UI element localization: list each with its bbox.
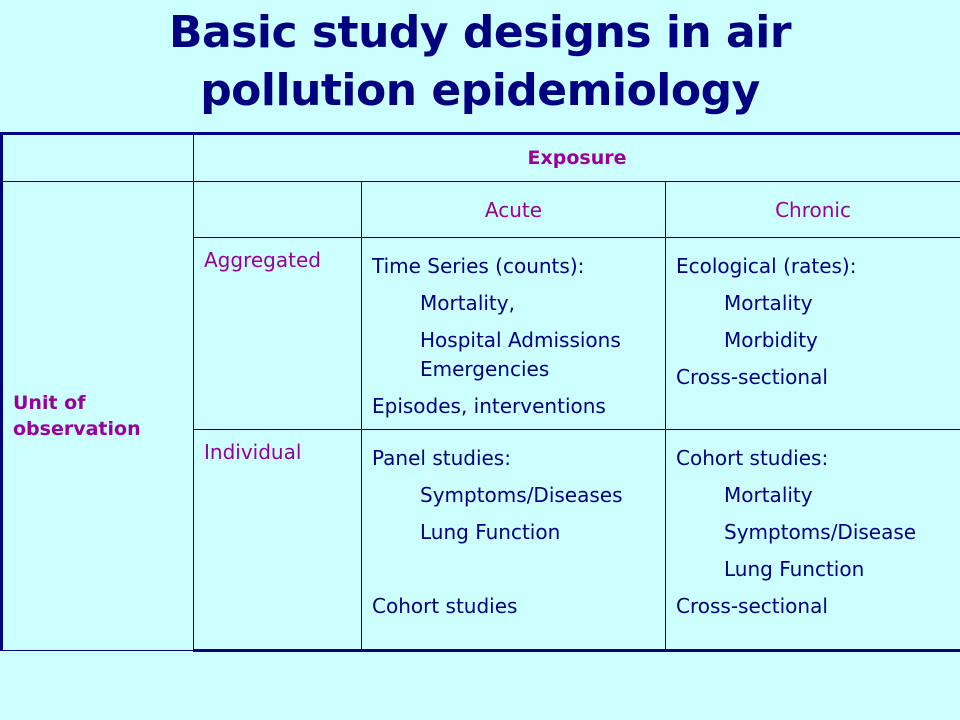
exposure-header: Exposure — [194, 134, 960, 182]
cell-item: Symptoms/Disease — [724, 520, 917, 544]
acute-header: Acute — [362, 182, 666, 238]
cell-footer: Episodes, interventions — [372, 394, 606, 418]
row-label-aggregated: Aggregated — [194, 238, 362, 430]
individual-chronic-cell — [666, 430, 960, 651]
cell-item: Mortality — [724, 483, 813, 507]
slide-title — [0, 4, 960, 120]
aggregated-acute-cell — [362, 238, 666, 430]
row-label-individual: Individual — [194, 430, 362, 651]
cell-item: Lung Function — [420, 520, 561, 544]
cell-heading: Time Series (counts): — [372, 254, 585, 278]
cell-item: Morbidity — [724, 328, 818, 352]
table-row-exposure — [2, 134, 960, 182]
chronic-header: Chronic — [666, 182, 960, 238]
cell-item: Hospital Admissions Emergencies — [420, 328, 621, 381]
cell-footer: Cross-sectional — [676, 594, 828, 618]
cell-heading: Cohort studies: — [676, 446, 829, 470]
cell-item: Mortality — [724, 291, 813, 315]
cell-item: Mortality, — [420, 291, 515, 315]
slide-title-line-1: Basic study designs in air — [168, 7, 792, 58]
cell-item: Lung Function — [724, 557, 865, 581]
cell-footer: Cohort studies — [372, 594, 518, 618]
unit-of-observation-label: Unit of observation — [2, 182, 194, 651]
table-row-exposure-types — [2, 182, 960, 238]
study-design-table — [0, 132, 960, 652]
slide-title-line-2: pollution epidemiology — [200, 65, 760, 116]
empty-subheader-cell — [194, 182, 362, 238]
individual-acute-cell — [362, 430, 666, 651]
cell-footer: Cross-sectional — [676, 365, 828, 389]
cell-item: Symptoms/Diseases — [420, 483, 623, 507]
empty-corner-cell — [2, 134, 194, 182]
cell-heading: Panel studies: — [372, 446, 511, 470]
cell-heading: Ecological (rates): — [676, 254, 857, 278]
aggregated-chronic-cell — [666, 238, 960, 430]
